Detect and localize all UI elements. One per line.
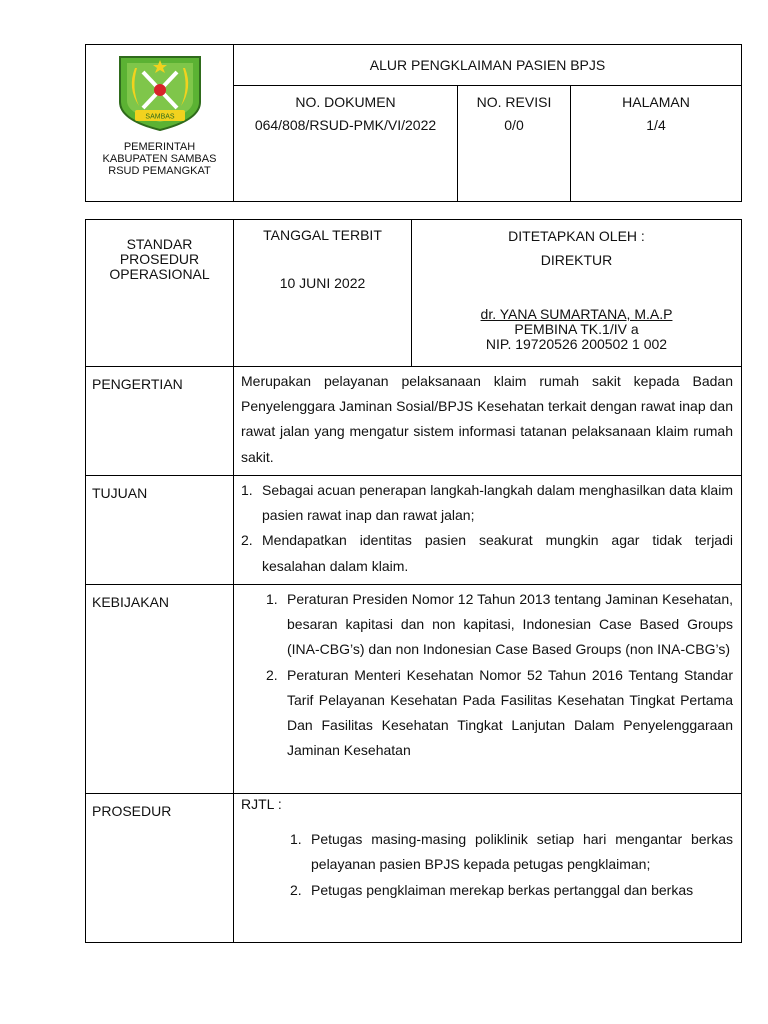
list-item-text: Petugas pengklaiman merekap berkas pertanggal dan berkas (311, 881, 694, 898)
prosedur-label: PROSEDUR (86, 794, 234, 943)
signature-block (412, 307, 741, 352)
list-item-number: 1. (290, 831, 302, 848)
tujuan-list (241, 478, 733, 579)
sop-label-line-1: STANDAR (126, 236, 193, 252)
list-item (241, 663, 733, 764)
org-line-3: RSUD PEMANGKAT (108, 165, 211, 177)
list-item (241, 478, 733, 528)
page-label: HALAMAN (622, 94, 690, 110)
issue-date-label: TANGGAL TERBIT (263, 227, 382, 243)
sop-label-line-2: PROSEDUR (119, 251, 200, 267)
org-line-1: PEMERINTAH (123, 141, 196, 153)
prosedur-subtitle: RJTL : (241, 796, 282, 812)
signer-name: dr. YANA SUMARTANA, M.A.P (480, 306, 673, 322)
list-item-number: 1. (241, 482, 253, 498)
signer-rank: PEMBINA TK.1/IV a (514, 321, 639, 337)
document-title: ALUR PENGKLAIMAN PASIEN BPJS (234, 45, 742, 86)
tujuan-content (234, 476, 742, 585)
document-number-value: 064/808/RSUD-PMK/VI/2022 (254, 117, 437, 133)
list-item-number: 2. (266, 666, 278, 683)
revision-label: NO. REVISI (476, 94, 552, 110)
page-cell (571, 86, 742, 202)
prosedur-content (234, 794, 742, 943)
list-item-number: 2. (290, 881, 302, 898)
logo-cell (86, 45, 234, 202)
approval-cell (412, 220, 742, 367)
sop-label-cell (86, 220, 234, 367)
list-item-text: Petugas masing-masing poliklinik setiap hari mengantar berkas pelayanan pasien BPJS kepada petugas pengklaiman; (311, 831, 733, 873)
approved-role: DIREKTUR (540, 252, 613, 268)
list-item-text: Peraturan Presiden Nomor 12 Tahun 2013 tentang Jaminan Kesehatan, besaran kapitasi dan non kapitasi, Indonesian Case Based Groups (INA-CBG’s) dan non Indonesian Case Based Groups (non INA-CBG’s) (287, 591, 733, 658)
kebijakan-label: KEBIJAKAN (86, 585, 234, 794)
issue-date-cell (234, 220, 412, 367)
org-line-2: KABUPATEN SAMBAS (102, 153, 217, 165)
sop-table (85, 219, 742, 943)
list-item (241, 827, 733, 877)
pengertian-label: PENGERTIAN (86, 367, 234, 476)
revision-value: 0/0 (504, 117, 524, 133)
sambas-regency-emblem-icon (115, 54, 205, 132)
sop-label-line-3: OPERASIONAL (109, 266, 210, 282)
tujuan-label: TUJUAN (86, 476, 234, 585)
approved-by-label: DITETAPKAN OLEH : (508, 228, 645, 244)
list-item-number: 2. (241, 532, 253, 549)
list-item (241, 878, 733, 903)
logo-text: SAMBAS (144, 113, 175, 121)
list-item (241, 528, 733, 578)
kebijakan-content (234, 585, 742, 794)
list-item-text: Peraturan Menteri Kesehatan Nomor 52 Tahun 2016 Tentang Standar Tarif Pelayanan Kesehatan Pada Fasilitas Kesehatan Tingkat Pertama Dan Fasilitas Kesehatan Tingkat Lanjutan Dalam Penyelenggaraan Jaminan Kesehatan (287, 666, 733, 759)
organization-name (86, 141, 233, 177)
document-number-label: NO. DOKUMEN (295, 94, 396, 110)
revision-cell (458, 86, 571, 202)
list-item-number: 1. (266, 591, 278, 607)
pengertian-text: Merupakan pelayanan pelaksanaan klaim rumah sakit kepada Badan Penyelenggara Jaminan Sosial/BPJS Kesehatan terkait dengan rawat inap dan rawat jalan yang mengatur sistem informasi tatanan pelaksanaan klaim rumah sakit. (241, 373, 733, 465)
prosedur-list (241, 827, 733, 903)
page-value: 1/4 (646, 117, 666, 133)
document-header-table (85, 44, 742, 202)
list-item-text: Mendapatkan identitas pasien seakurat mungkin agar tidak terjadi kesalahan dalam klaim. (262, 532, 733, 574)
list-item (241, 587, 733, 663)
signer-nip: NIP. 19720526 200502 1 002 (485, 336, 668, 352)
list-item-text: Sebagai acuan penerapan langkah-langkah dalam menghasilkan data klaim pasien rawat inap dan rawat jalan; (262, 482, 733, 524)
kebijakan-list (241, 587, 733, 763)
issue-date-value: 10 JUNI 2022 (279, 275, 366, 291)
pengertian-content (234, 367, 742, 476)
document-number-cell (234, 86, 458, 202)
